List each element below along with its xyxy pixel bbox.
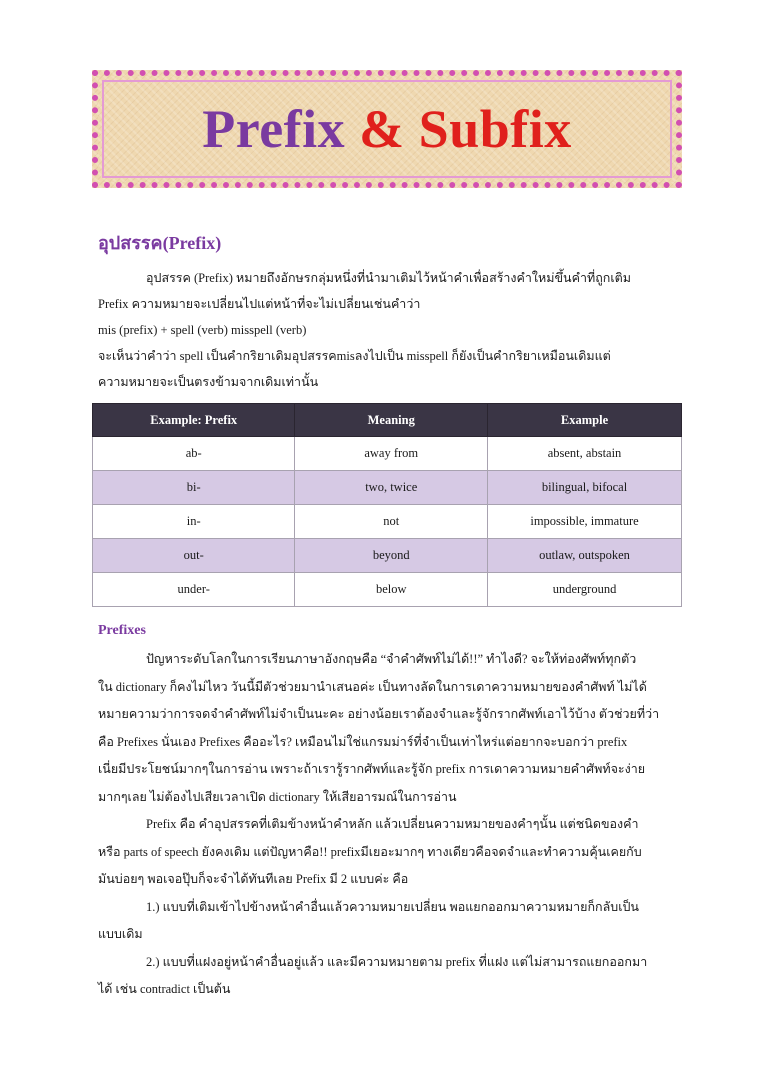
paragraph-line: อุปสรรค (Prefix) หมายถึงอักษรกลุ่มหนึ่งที่นำมาเติมไว้หน้าคำเพื่อสร้างคำใหม่ขึ้นคำที่ถูกเติม [146,271,631,285]
title-banner [92,70,682,188]
table-cell: bi- [93,471,295,505]
paragraph-line: mis (prefix) + spell (verb) misspell (verb) [98,323,307,337]
table-cell: beyond [295,539,488,573]
paragraph-line: มากๆเลย ไม่ต้องไปเสียเวลาเปิด dictionary ให้เสียอารมณ์ในการอ่าน [98,789,457,804]
title-subfix: Subfix [418,99,572,159]
page-title [202,98,572,160]
paragraph-line: มันบ่อยๆ พอเจอปุ๊บก็จะจำได้ทันทีเลย Prefix มี 2 แบบค่ะ คือ [98,872,409,886]
table-cell: outlaw, outspoken [488,539,682,573]
table-cell: in- [93,505,295,539]
table-cell: ab- [93,437,295,471]
paragraph-line: คือ Prefixes นั่นเอง Prefixes คืออะไร? เหมือนไม่ใช่แกรมม่าร์ที่จำเป็นเท่าไหร่แต่อยากจะบอกว่า prefix [98,734,628,749]
table-row [93,539,682,573]
table-row [93,471,682,505]
paragraph-line: ความหมายจะเป็นตรงข้ามจากเดิมเท่านั้น [98,375,319,389]
paragraph-line: ปัญหาระดับโลกในการเรียนภาษาอังกฤษคือ “จำคำศัพท์ไม่ได้!!” ทำไงดี? จะให้ท่องศัพท์ทุกตัว [146,652,637,666]
section-heading: Prefixes [98,623,146,638]
table-header-row [93,404,682,437]
column-header: Meaning [295,404,488,437]
section-prefixes [98,623,688,1004]
paragraph-line: เนี่ยมีประโยชน์มากๆในการอ่าน เพราะถ้าเรารู้รากศัพท์และรู้จัก prefix การเดาความหมายคำศัพท์จะง่าย [98,762,646,776]
section-heading: อุปสรรค(Prefix) [98,233,222,253]
table-cell: below [295,573,488,607]
table-row [93,573,682,607]
table-cell: under- [93,573,295,607]
paragraph-line: Prefix คือ คำอุปสรรคที่เติมข้างหน้าคำหลัก แล้วเปลี่ยนความหมายของคำๆนั้น แต่ชนิดของคำ [146,817,639,831]
column-header: Example [488,404,682,437]
paragraph-line: Prefix ความหมายจะเปลี่ยนไปแต่หน้าที่จะไม่เปลี่ยนเช่นคำว่า [98,297,421,311]
paragraph-line: 1.) แบบที่เติมเข้าไปข้างหน้าคำอื่นแล้วความหมายเปลี่ยน พอแยกออกมาความหมายก็กลับเป็น [146,899,639,914]
table-cell: away from [295,437,488,471]
table-cell: not [295,505,488,539]
table-cell: absent, abstain [488,437,682,471]
table-cell: underground [488,573,682,607]
title-ampersand: & [345,99,419,159]
table-cell: two, twice [295,471,488,505]
paragraph-line: หรือ parts of speech ยังคงเดิม แต่ปัญหาคือ!! prefixมีเยอะมากๆ ทางเดียวคือจดจำและทำความคุ้นเคยกับ [98,844,642,859]
section-prefix-intro [98,228,688,395]
paragraph-line: ได้ เช่น contradict เป็นต้น [98,982,231,996]
prefix-table [92,403,682,607]
paragraph-line: ใน dictionary ก็คงไม่ไหว วันนี้มีตัวช่วยมานำเสนอค่ะ เป็นทางลัดในการเดาความหมายของคำศัพท์ ไม่ได้ [98,679,647,694]
paragraph-line: 2.) แบบที่แฝงอยู่หน้าคำอื่นอยู่แล้ว และมีความหมายตาม prefix ที่แฝง แต่ไม่สามารถแยกออกมา [146,954,648,969]
table-cell: impossible, immature [488,505,682,539]
paragraph-line: หมายความว่าการจดจำคำศัพท์ไม่จำเป็นนะคะ อย่างน้อยเราต้องจำและรู้จักรากศัพท์เอาไว้บ้าง ตัวช่วยที่ว่า [98,707,660,721]
table-row [93,437,682,471]
table-cell: out- [93,539,295,573]
column-header: Example: Prefix [93,404,295,437]
paragraph-line: แบบเดิม [98,927,143,941]
table-cell: bilingual, bifocal [488,471,682,505]
title-prefix: Prefix [202,99,346,159]
paragraph-line: จะเห็นว่าคำว่า spell เป็นคำกริยาเดิมอุปสรรคmisลงไปเป็น misspell ก็ยังเป็นคำกริยาเหมือนเดิมแต่ [98,349,611,363]
table-row [93,505,682,539]
